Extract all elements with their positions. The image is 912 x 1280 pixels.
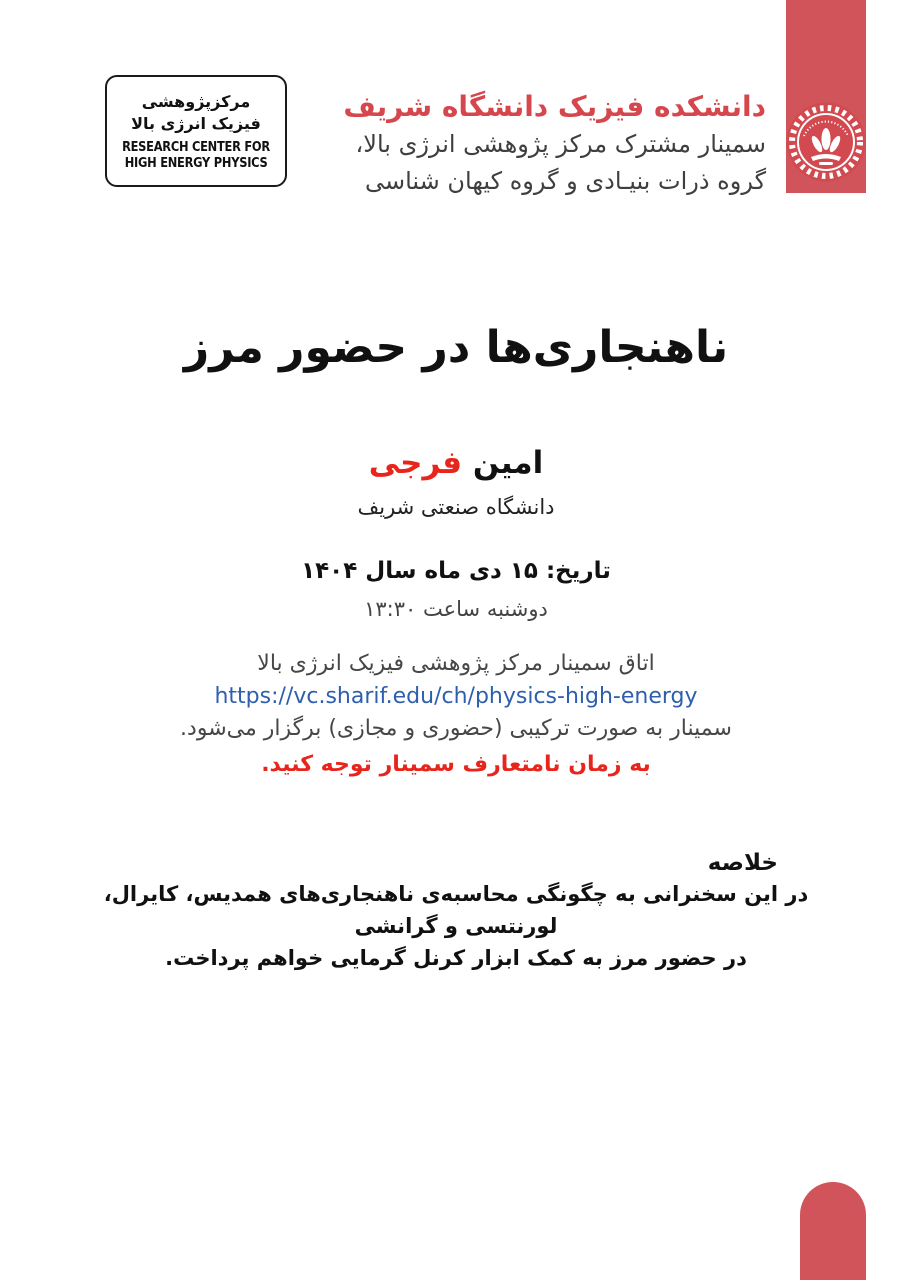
abstract-text-line2: در حضور مرز به کمک ابزار کرنل گرمایی خواهم پرداخت.: [165, 946, 747, 970]
speaker-name: [0, 445, 912, 481]
abstract-heading: خلاصه: [707, 850, 778, 876]
meeting-link[interactable]: https://vc.sharif.edu/ch/physics-high-energy: [214, 684, 698, 709]
center-name-fa-line1: مرکزپژوهشی: [141, 91, 251, 111]
talk-title: ناهنجاری‌ها در حضور مرز: [183, 322, 729, 373]
date-line: [0, 558, 912, 584]
center-name-fa-line2: فیزیک انرژی بالا: [131, 113, 261, 133]
abstract-section: [76, 848, 836, 974]
venue-url-line: [0, 684, 912, 709]
faculty-title: دانشکده فیزیک دانشگاه شریف: [343, 90, 766, 123]
research-center-box: [105, 75, 287, 187]
center-name-en-line1: RESEARCH CENTER FOR: [122, 139, 270, 155]
seminar-subtitle-line1: سمینار مشترک مرکز پژوهشی انرژی بالا،: [355, 130, 766, 158]
weekday-time: دوشنبه ساعت ۱۳:۳۰: [364, 597, 548, 621]
center-name-en-line2: HIGH ENERGY PHYSICS: [124, 155, 268, 171]
speaker-first-name: امین: [472, 445, 544, 481]
speaker-affiliation: دانشگاه صنعتی شریف: [357, 495, 555, 519]
seminar-subtitle-line2: گروه ذرات بنیـادی و گروه کیهان شناسی: [365, 167, 766, 195]
speaker-last-name: فرجی: [368, 445, 463, 481]
venue-format-note: سمینار به صورت ترکیبی (حضوری و مجازی) برگزار می‌شود.: [180, 716, 732, 741]
abstract-text-line1: در این سخنرانی به چگونگی محاسبه‌ی ناهنجاری‌های همدیس، کایرال، لورنتسی و گرانشی: [103, 882, 809, 938]
venue-room: اتاق سمینار مرکز پژوهشی فیزیک انرژی بالا: [257, 651, 655, 676]
date-value: ۱۵ دی ماه سال ۱۴۰۴: [301, 558, 538, 584]
header-block: [343, 88, 766, 200]
time-warning: به زمان نامتعارف سمینار توجه کنید.: [261, 752, 651, 777]
bottom-accent-pill: [800, 1182, 866, 1280]
sharif-university-logo-icon: [786, 102, 866, 182]
date-label: تاریخ:: [545, 558, 611, 584]
